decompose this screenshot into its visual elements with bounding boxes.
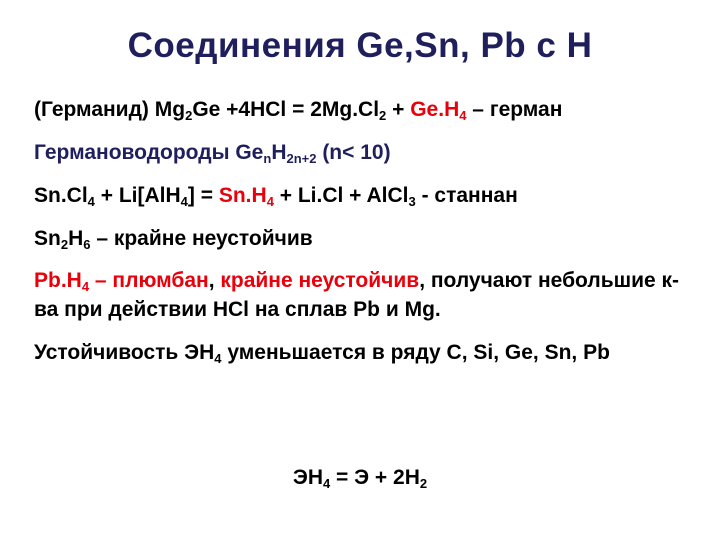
text-run: – герман	[466, 98, 563, 121]
text-run: Ge.H	[410, 98, 460, 121]
subscript: 2	[419, 476, 428, 491]
slide-body	[34, 84, 694, 367]
text-run: = Э + 2H	[330, 466, 420, 489]
text-run: ЭН	[292, 466, 323, 489]
text-run: Sn	[34, 227, 61, 250]
text-run: H	[68, 227, 84, 250]
subscript: 2	[379, 108, 387, 123]
subscript: 4	[180, 194, 188, 209]
text-run: Устойчивость ЭН	[34, 341, 215, 364]
subscript: 2	[185, 108, 193, 123]
germanide-reaction-line	[34, 96, 694, 123]
subscript: 4	[214, 351, 222, 366]
text-run: (Германид) Mg	[34, 98, 186, 121]
subscript: 4	[81, 279, 90, 294]
text-run: Ge +4HCl = 2Mg.Cl	[192, 98, 380, 121]
unstable-note: крайне неустойчив	[220, 269, 420, 292]
subscript: 4	[87, 194, 95, 209]
subscript: 6	[83, 237, 91, 252]
text-run: ,	[208, 269, 221, 292]
text-run: + Li.Cl + AlCl	[273, 184, 409, 207]
subscript: 4	[266, 194, 274, 209]
plumbane-formula	[34, 269, 209, 292]
text-run: ] =	[187, 184, 219, 207]
text-run: H	[271, 141, 287, 164]
text-run: уменьшается в ряду C, Si, Ge, Sn, Pb	[221, 341, 610, 364]
text-run: Pb.H	[34, 269, 82, 292]
text-run: - станнан	[415, 184, 518, 207]
text-run: + Li[AlH	[94, 184, 181, 207]
plumbane-paragraph	[34, 266, 694, 324]
text-run: – крайне неустойчив	[90, 227, 313, 250]
subscript: 2	[60, 237, 69, 252]
stannane-formula	[219, 184, 274, 207]
text-run: +	[386, 98, 411, 121]
subscript: 2n+2	[286, 151, 317, 166]
text-run: (n< 10)	[316, 141, 391, 164]
subscript: n	[263, 151, 272, 166]
stannane-reaction-line	[34, 182, 694, 209]
text-run: Sn.H	[218, 184, 267, 207]
text-run: Sn.Cl	[34, 184, 88, 207]
germanium-hydrides-line	[34, 139, 694, 166]
text-run: , получают небольшие к-ва при действии HCl на сплав Pb и Mg.	[34, 269, 680, 321]
subscript: 4	[322, 476, 331, 491]
slide-title: Соединения Ge,Sn, Pb с H	[127, 26, 593, 65]
subscript: 4	[459, 108, 467, 123]
text-run: – плюмбан	[89, 269, 209, 292]
distannane-line	[34, 225, 694, 252]
decomposition-equation	[0, 466, 720, 490]
text-run: Германоводороды Ge	[34, 141, 264, 164]
subscript: 3	[408, 194, 416, 209]
stability-paragraph	[34, 338, 694, 367]
germane-formula	[410, 98, 466, 121]
